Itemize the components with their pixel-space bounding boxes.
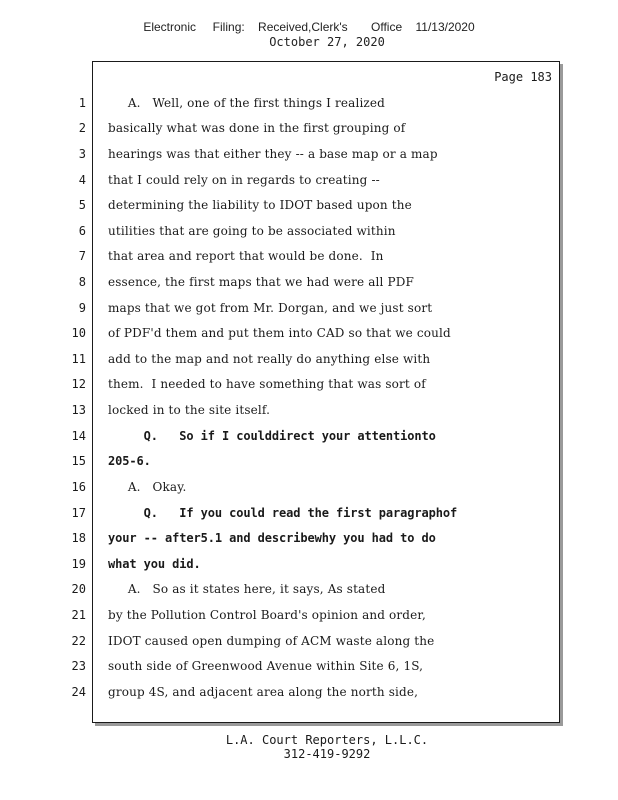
line-number: 7	[78, 249, 86, 263]
line-number: 18	[71, 531, 86, 545]
line-number: 22	[71, 634, 86, 648]
line-number: 15	[71, 454, 86, 468]
transcript-line: A. Well, one of the first things I realized	[108, 96, 385, 110]
transcript-line: south side of Greenwood Avenue within Site 6, 1S,	[108, 659, 424, 673]
transcript-line: utilities that are going to be associated within	[108, 224, 396, 238]
transcript-line: IDOT caused open dumping of ACM waste along the	[108, 634, 435, 648]
line-number: 9	[78, 301, 86, 315]
line-number: 19	[71, 557, 86, 571]
transcript-line: maps that we got from Mr. Dorgan, and we just sort	[108, 301, 433, 315]
transcript-line: determining the liability to IDOT based upon the	[108, 198, 412, 212]
transcript-line: them. I needed to have something that was sort of	[108, 377, 426, 391]
line-number: 13	[71, 403, 86, 417]
transcript-line: what you did.	[108, 557, 201, 571]
footer-company: L.A. Court Reporters, L.L.C.	[225, 733, 429, 747]
line-number: 12	[71, 377, 86, 391]
transcript-line: A. So as it states here, it says, As stated	[108, 582, 386, 596]
transcript-line: Q. If you could read the first paragraphof	[108, 506, 458, 520]
line-number: 4	[78, 173, 86, 187]
line-number: 14	[71, 429, 86, 443]
transcript-line: add to the map and not really do anything else with	[108, 352, 431, 366]
line-number: 6	[78, 224, 86, 238]
line-number: 3	[78, 147, 86, 161]
page-number: Page 183	[494, 70, 552, 84]
transcript-line: locked in to the site itself.	[108, 403, 271, 417]
line-number: 17	[71, 506, 86, 520]
transcript-line: 205-6.	[108, 454, 151, 468]
line-number: 21	[71, 608, 86, 622]
line-number: 11	[71, 352, 86, 366]
transcript-line: your -- after5.1 and describewhy you had to do	[108, 531, 436, 545]
transcript-line: that I could rely on in regards to creating --	[108, 173, 380, 187]
transcript-line: hearings was that either they -- a base map or a map	[108, 147, 438, 161]
transcript-line: group 4S, and adjacent area along the north side,	[108, 685, 419, 699]
line-number: 20	[71, 582, 86, 596]
footer-phone: 312-419-9292	[283, 747, 371, 761]
line-number: 5	[78, 198, 86, 212]
transcript-line: that area and report that would be done. In	[108, 249, 384, 263]
transcript-line: by the Pollution Control Board's opinion and order,	[108, 608, 426, 622]
line-number: 24	[71, 685, 86, 699]
line-number: 16	[71, 480, 86, 494]
transcript-line: A. Okay.	[108, 480, 187, 494]
line-number: 1	[78, 96, 86, 110]
line-number: 23	[71, 659, 86, 673]
hearing-date: October 27, 2020	[269, 35, 385, 49]
line-number: 8	[78, 275, 86, 289]
line-number: 2	[78, 121, 86, 135]
transcript-line: Q. So if I coulddirect your attentionto	[108, 429, 436, 443]
line-number: 10	[71, 326, 86, 340]
transcript-line: essence, the first maps that we had were all PDF	[108, 275, 414, 289]
transcript-line: of PDF'd them and put them into CAD so that we could	[108, 326, 451, 340]
transcript-line: basically what was done in the first grouping of	[108, 121, 406, 135]
filing-stamp: Electronic Filing: Received,Clerk's Office 11/13/2020	[143, 20, 475, 34]
